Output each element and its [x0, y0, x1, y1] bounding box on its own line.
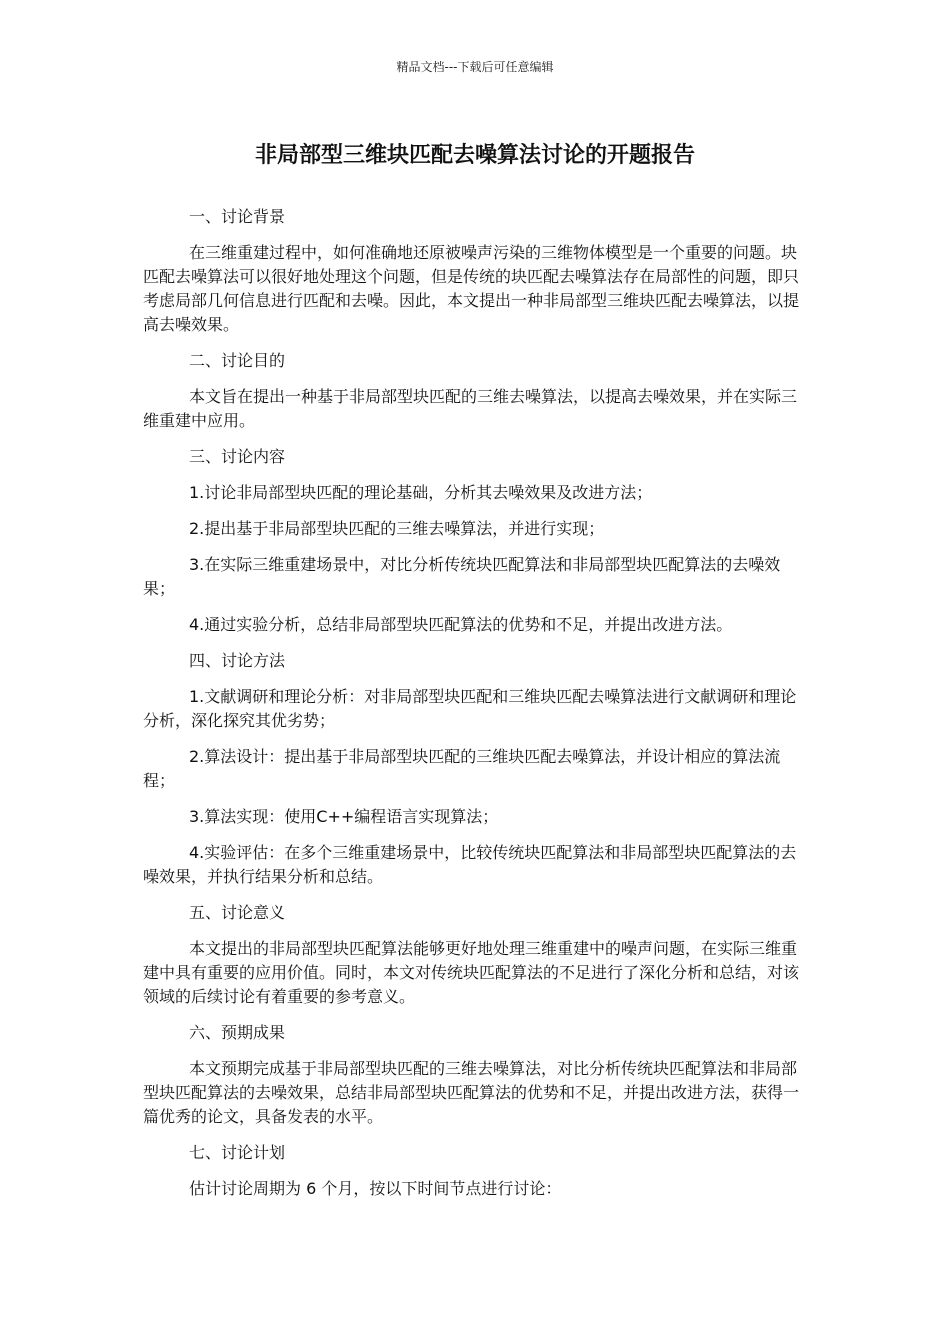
method-item-4: 4.实验评估：在多个三维重建场景中，比较传统块匹配算法和非局部型块匹配算法的去噪效果，并执行结果分析和总结。 [143, 843, 797, 886]
method-item-3: 3.算法实现：使用C++编程语言实现算法； [189, 807, 499, 826]
paragraph-expected-results: 本文预期完成基于非局部型块匹配的三维去噪算法，对比分析传统块匹配算法和非局部型块匹配算法的去噪效果，总结非局部型块匹配算法的优势和不足，并提出改进方法，获得一篇优秀的论文，具备发表的水平。 [143, 1059, 800, 1126]
content-item-2: 2.提出基于非局部型块匹配的三维去噪算法，并进行实现； [189, 519, 605, 538]
content-item-4: 4.通过实验分析，总结非局部型块匹配算法的优势和不足，并提出改进方法。 [189, 615, 733, 634]
content-item-1: 1.讨论非局部型块匹配的理论基础，分析其去噪效果及改进方法； [189, 483, 653, 502]
paragraph-purpose: 本文旨在提出一种基于非局部型块匹配的三维去噪算法，以提高去噪效果，并在实际三维重建中应用。 [143, 387, 798, 430]
document-body [143, 205, 805, 1213]
section-heading-background: 一、讨论背景 [189, 207, 286, 226]
paragraph-plan: 估计讨论周期为 6 个月，按以下时间节点进行讨论： [189, 1179, 562, 1198]
section-heading-significance: 五、讨论意义 [189, 903, 286, 922]
section-heading-purpose: 二、讨论目的 [189, 351, 286, 370]
page-header: 精品文档---下载后可任意编辑 [396, 60, 554, 74]
content-item-3: 3.在实际三维重建场景中，对比分析传统块匹配算法和非局部型块匹配算法的去噪效果； [143, 555, 781, 598]
method-item-1: 1.文献调研和理论分析：对非局部型块匹配和三维块匹配去噪算法进行文献调研和理论分析，深化探究其优劣势； [143, 687, 797, 730]
document-title: 非局部型三维块匹配去噪算法讨论的开题报告 [254, 143, 695, 168]
section-heading-content: 三、讨论内容 [189, 447, 286, 466]
section-heading-method: 四、讨论方法 [189, 651, 286, 670]
section-heading-plan: 七、讨论计划 [189, 1143, 286, 1162]
method-item-2: 2.算法设计：提出基于非局部型块匹配的三维块匹配去噪算法，并设计相应的算法流程； [143, 747, 781, 790]
paragraph-significance: 本文提出的非局部型块匹配算法能够更好地处理三维重建中的噪声问题，在实际三维重建中具有重要的应用价值。同时，本文对传统块匹配算法的不足进行了深化分析和总结，对该领域的后续讨论有着重要的参考意义。 [143, 939, 800, 1006]
section-heading-expected-results: 六、预期成果 [189, 1023, 286, 1042]
paragraph-background: 在三维重建过程中，如何准确地还原被噪声污染的三维物体模型是一个重要的问题。块匹配去噪算法可以很好地处理这个问题，但是传统的块匹配去噪算法存在局部性的问题，即只考虑局部几何信息进行匹配和去噪。因此，本文提出一种非局部型三维块匹配去噪算法，以提高去噪效果。 [143, 243, 800, 334]
